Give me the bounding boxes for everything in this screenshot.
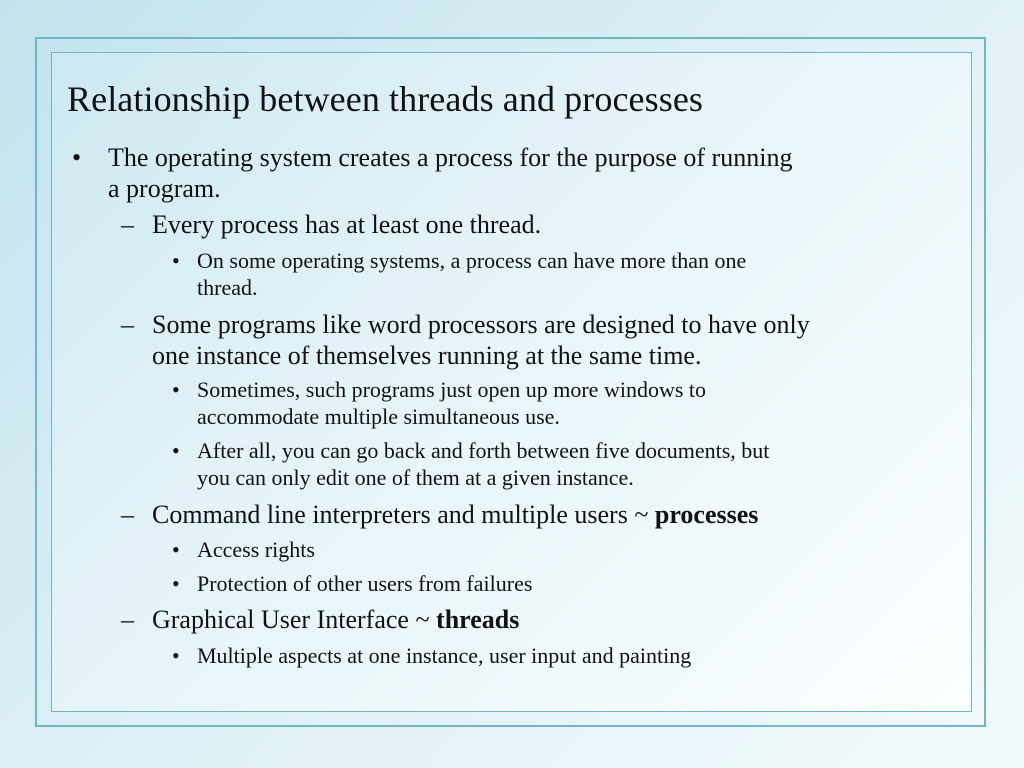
- sub-sub-bullet-text-line: After all, you can go back and forth between five documents, but: [197, 438, 770, 463]
- small-bullet-marker: •: [172, 248, 180, 273]
- sub-sub-bullet-text-line: you can only edit one of them at a given instance.: [197, 465, 634, 490]
- sub-sub-bullet-text-line: Access rights: [197, 537, 315, 562]
- small-bullet-marker: •: [172, 537, 180, 562]
- sub-sub-bullet-text-line: Multiple aspects at one instance, user input and painting: [197, 643, 692, 668]
- emphasis-text: processes: [654, 500, 759, 529]
- sub-sub-bullet-text-line: thread.: [197, 275, 258, 300]
- small-bullet-marker: •: [172, 571, 180, 596]
- bullet-text-line: The operating system creates a process for the purpose of running: [108, 143, 793, 172]
- small-bullet-marker: •: [172, 643, 180, 668]
- small-bullet-marker: •: [172, 377, 180, 402]
- sub-bullet-text-line: Every process has at least one thread.: [152, 210, 542, 239]
- sub-sub-bullet-text-line: Protection of other users from failures: [197, 571, 533, 596]
- bullet-marker: •: [72, 143, 82, 172]
- sub-sub-bullet-text-line: accommodate multiple simultaneous use.: [197, 404, 560, 429]
- sub-bullet-text: Command line interpreters and multiple users ~: [152, 500, 655, 529]
- slide-title: Relationship between threads and processes: [67, 79, 704, 119]
- sub-bullet-text-line: [152, 605, 519, 635]
- sub-bullet-text-line: one instance of themselves running at the same time.: [152, 341, 702, 370]
- dash-marker: –: [121, 605, 134, 634]
- emphasis-text: threads: [436, 605, 520, 634]
- sub-sub-bullet-text-line: On some operating systems, a process can have more than one: [197, 248, 747, 273]
- sub-bullet-text-line: Some programs like word processors are designed to have only: [152, 310, 810, 339]
- sub-sub-bullet-text-line: Sometimes, such programs just open up more windows to: [197, 377, 707, 402]
- dash-marker: –: [121, 500, 134, 529]
- sub-bullet-text-line: [152, 500, 758, 530]
- sub-bullet-text: Graphical User Interface ~: [152, 605, 437, 634]
- bullet-text-line: a program.: [108, 174, 221, 203]
- dash-marker: –: [121, 310, 134, 339]
- small-bullet-marker: •: [172, 438, 180, 463]
- dash-marker: –: [121, 210, 134, 239]
